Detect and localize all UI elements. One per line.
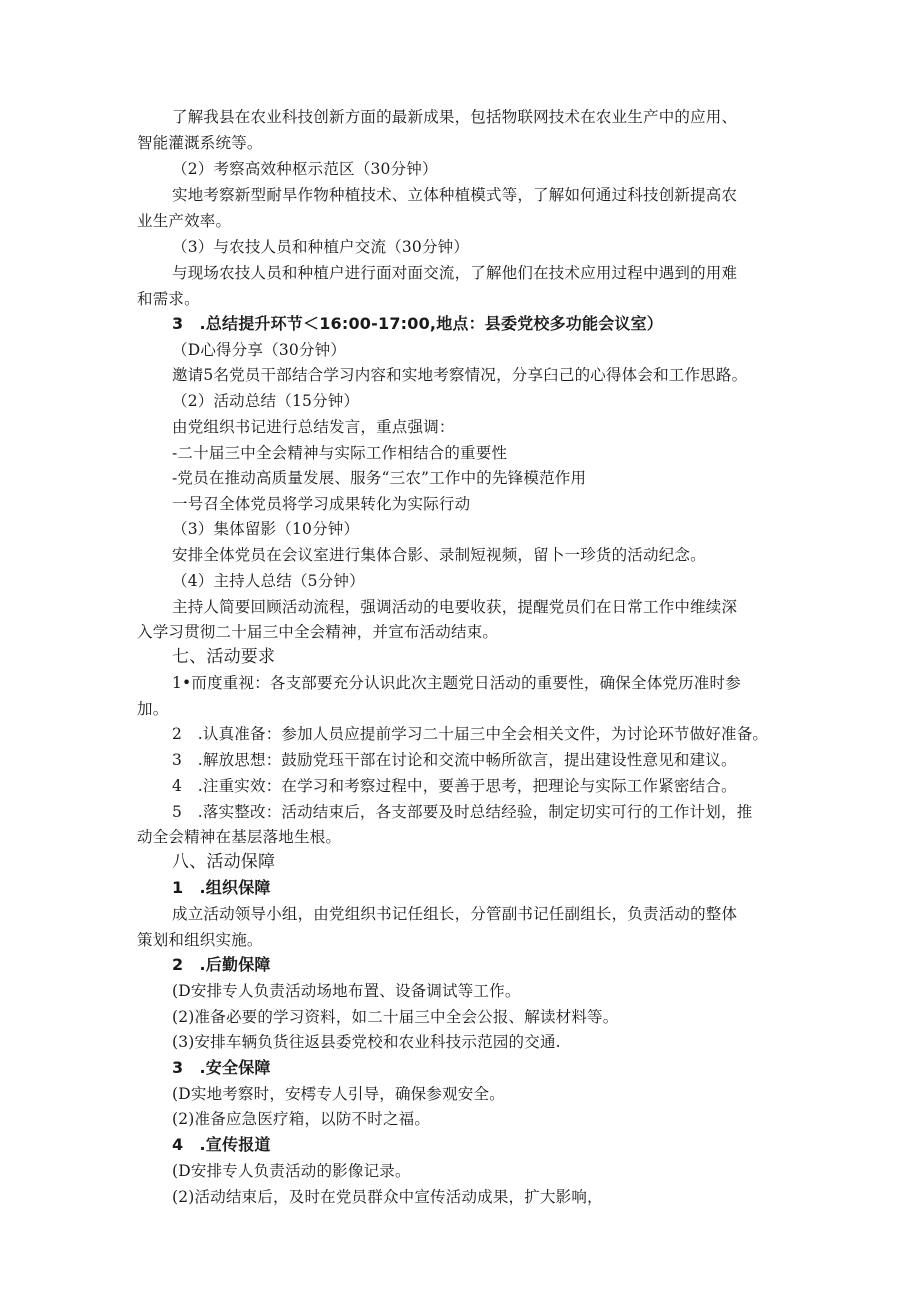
body-line: 4 .注重实效：在学习和考察过程中，要善于思考，把理论与实际工作紧密结合。 — [172, 777, 737, 795]
body-line: 主持人简要回顾活动流程，强调活动的电要收获，提醒党员们在日常工作中维续深 — [172, 598, 738, 616]
subsection-heading: 3 .总结提升环节＜16:00-17:00,地点：县委党校多功能会议室） — [172, 314, 663, 333]
list-item-heading: （2）活动总结（15分钟） — [172, 392, 360, 410]
body-line: 成立活动领导小组，由党组织书记任组长，分管副书记任副组长，负责活动的整体 — [172, 905, 738, 923]
body-line: (2)活动结束后，及时在党员群众中宣传活动成果，扩大影响， — [172, 1188, 603, 1206]
body-line: 2 .认真准备：参加人员应提前学习二十届三中全会相关文件，为讨论环节做好准备。 — [172, 725, 769, 743]
body-line: 与现场农技人员和种植户进行面对面交流，了解他们在技术应用过程中遇到的用难 — [172, 264, 738, 282]
body-line: 实地考察新型耐旱作物种植技术、立体种植模式等，了解如何通过科技创新提高农 — [172, 186, 738, 204]
list-item-heading: （4）主持人总结（5分钟） — [172, 572, 365, 590]
bullet-line: 一号召全体党员将学习成果转化为实际行动 — [172, 495, 471, 513]
body-line: 入学习贯彻二十届三中全会精神，并宣布活动结束。 — [137, 623, 499, 641]
body-line: 动全会精神在基层落地生根。 — [137, 828, 342, 846]
list-item-heading: （3）集体留影（10分钟） — [172, 520, 360, 538]
body-line: 1•而度重视：各支部要充分认识此次主题党日活动的重要性，确保全体党历准时参 — [172, 674, 741, 692]
body-line: (D安排专人负责活动的影像记录。 — [172, 1162, 411, 1180]
bullet-line: -二十届三中全会精神与实际工作相结合的重要性 — [172, 444, 508, 462]
list-item-heading: （3）与农技人员和种植户交流（30分钟） — [172, 238, 470, 256]
list-item-heading: （2）考察高效种枢示范区（30分钟） — [172, 160, 438, 178]
body-line: 了解我县在农业科技创新方面的最新成果，包括物联网技术在农业生产中的应用、 — [172, 108, 738, 126]
subsection-heading: 2 .后勤保障 — [172, 955, 271, 974]
body-line: 策划和组织实施。 — [137, 931, 263, 949]
body-line: (3)安排车辆负货往返县委党校和农业科技示范园的交通. — [172, 1033, 561, 1051]
body-line: 邀请5名党员干部结合学习内容和实地考察情况，分享臼己的心得体会和工作思路。 — [172, 366, 748, 384]
body-line: 加。 — [137, 700, 169, 718]
subsection-heading: 4 .宣传报道 — [172, 1135, 271, 1154]
body-line: (D实地考察时，安樗专人引导，确保参观安全。 — [172, 1085, 505, 1103]
subsection-heading: 1 .组织保障 — [172, 878, 271, 897]
body-line: 智能灌溉系统等。 — [137, 134, 263, 152]
body-line: 3 .解放思想：鼓励党珏干部在讨论和交流中畅所欲言，提出建设性意见和建议。 — [172, 751, 737, 769]
body-line: 由党组织书记进行总结发言，重点强调： — [172, 418, 455, 436]
body-line: 安排全体党员在会议室进行集体合影、录制短视频，留卜一珍货的活动纪念。 — [172, 546, 706, 564]
list-item-heading: （D心得分享（30分钟） — [172, 341, 347, 359]
body-line: (D安排专人负责活动场地布置、设备调试等工作。 — [172, 982, 521, 1000]
section-heading: 八、活动保障 — [172, 852, 276, 872]
body-line: 5 .落实整改：活动结束后，各支部要及时总结经验，制定切实可行的工作计划，推 — [172, 803, 753, 821]
bullet-line: -党员在推动高质量发展、服务“三农”工作中的先锋模范作用 — [172, 469, 587, 487]
body-line: (2)准备应急医疗箱，以防不时之福。 — [172, 1110, 431, 1128]
subsection-heading: 3 .安全保障 — [172, 1058, 271, 1077]
body-line: 业生产效率。 — [137, 212, 232, 230]
body-line: 和需求。 — [137, 290, 200, 308]
section-heading: 七、活动要求 — [172, 647, 276, 667]
body-line: (2)准备必要的学习资料，如二十届三中全会公报、解读材料等。 — [172, 1008, 619, 1026]
